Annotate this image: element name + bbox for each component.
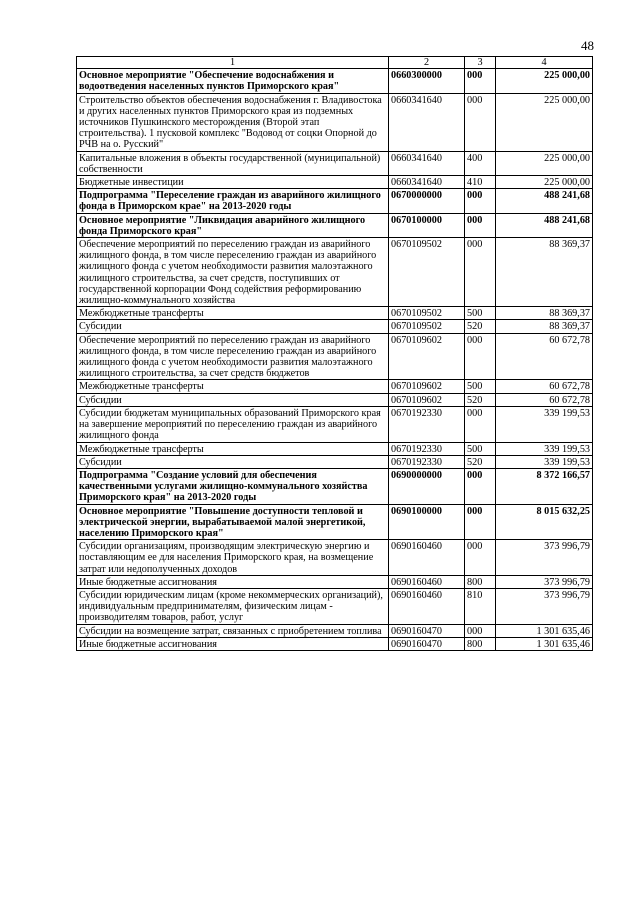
- row-type: 810: [465, 588, 496, 624]
- row-type: 000: [465, 189, 496, 213]
- row-code: 0660341640: [389, 151, 465, 175]
- row-amount: 60 672,78: [496, 333, 593, 380]
- row-amount: 1 301 635,46: [496, 637, 593, 650]
- row-amount: 225 000,00: [496, 93, 593, 151]
- row-name: Основное мероприятие "Ликвидация аварийного жилищного фонда Приморского края": [77, 213, 389, 237]
- row-name: Субсидии на возмещение затрат, связанных с приобретением топлива: [77, 624, 389, 637]
- table-row: [77, 213, 593, 237]
- row-code: 0690100000: [389, 504, 465, 540]
- row-amount: 8 015 632,25: [496, 504, 593, 540]
- row-type: 500: [465, 307, 496, 320]
- row-type: 520: [465, 455, 496, 468]
- row-amount: 225 000,00: [496, 151, 593, 175]
- row-amount: 88 369,37: [496, 307, 593, 320]
- row-amount: 339 199,53: [496, 455, 593, 468]
- row-name: Субсидии: [77, 393, 389, 406]
- row-name: Субсидии бюджетам муниципальных образований Приморского края на завершение мероприятий по переселению граждан из аварийного жилищного фонда: [77, 406, 389, 442]
- header-col-1: 1: [77, 57, 389, 69]
- row-type: 000: [465, 69, 496, 93]
- row-name: Межбюджетные трансферты: [77, 442, 389, 455]
- row-code: 0690160460: [389, 588, 465, 624]
- table-row: [77, 176, 593, 189]
- row-type: 520: [465, 393, 496, 406]
- row-name: Обеспечение мероприятий по переселению граждан из аварийного жилищного фонда, в том числе переселению граждан из аварийного жилищного фонда с учетом необходимости развития малоэтажного жилищного строительства, за счет средств бюджетов: [77, 333, 389, 380]
- row-name: Подпрограмма "Переселение граждан из аварийного жилищного фонда в Приморском крае" на 2013-2020 годы: [77, 189, 389, 213]
- row-code: 0670109502: [389, 307, 465, 320]
- row-code: 0690000000: [389, 468, 465, 504]
- row-amount: 488 241,68: [496, 189, 593, 213]
- row-type: 520: [465, 320, 496, 333]
- row-code: 0690160460: [389, 540, 465, 576]
- row-code: 0670109602: [389, 393, 465, 406]
- row-amount: 88 369,37: [496, 320, 593, 333]
- row-amount: 60 672,78: [496, 380, 593, 393]
- row-name: Субсидии юридическим лицам (кроме некоммерческих организаций), индивидуальным предпринимателям, физическим лицам - производителям товаров, работ, услуг: [77, 588, 389, 624]
- row-code: 0670109502: [389, 320, 465, 333]
- header-col-4: 4: [496, 57, 593, 69]
- row-amount: 60 672,78: [496, 393, 593, 406]
- table-row: [77, 540, 593, 576]
- row-code: 0660300000: [389, 69, 465, 93]
- table-row: [77, 69, 593, 93]
- table-row: [77, 588, 593, 624]
- table-row: [77, 468, 593, 504]
- row-amount: 373 996,79: [496, 575, 593, 588]
- row-name: Субсидии: [77, 455, 389, 468]
- table-row: [77, 393, 593, 406]
- row-type: 000: [465, 238, 496, 307]
- row-amount: 373 996,79: [496, 588, 593, 624]
- header-col-2: 2: [389, 57, 465, 69]
- table-row: [77, 406, 593, 442]
- row-code: 0670109602: [389, 380, 465, 393]
- row-name: Основное мероприятие "Обеспечение водоснабжения и водоотведения населенных пунктов Приморского края": [77, 69, 389, 93]
- row-type: 000: [465, 624, 496, 637]
- row-code: 0690160470: [389, 624, 465, 637]
- row-type: 400: [465, 151, 496, 175]
- table-row: [77, 624, 593, 637]
- budget-table: [76, 56, 593, 651]
- row-amount: 225 000,00: [496, 69, 593, 93]
- row-code: 0670192330: [389, 406, 465, 442]
- table-row: [77, 333, 593, 380]
- row-type: 000: [465, 93, 496, 151]
- table-row: [77, 307, 593, 320]
- row-type: 000: [465, 504, 496, 540]
- table-row: [77, 93, 593, 151]
- row-name: Основное мероприятие "Повышение доступности тепловой и электрической энергии, вырабатываемой малой энергетикой, населению Приморского края": [77, 504, 389, 540]
- table-row: [77, 320, 593, 333]
- header-col-3: 3: [465, 57, 496, 69]
- table-row: [77, 380, 593, 393]
- table-row: [77, 575, 593, 588]
- row-type: 000: [465, 468, 496, 504]
- row-amount: 88 369,37: [496, 238, 593, 307]
- table-row: [77, 504, 593, 540]
- row-name: Межбюджетные трансферты: [77, 380, 389, 393]
- row-code: 0660341640: [389, 93, 465, 151]
- row-name: Субсидии: [77, 320, 389, 333]
- row-name: Бюджетные инвестиции: [77, 176, 389, 189]
- row-amount: 339 199,53: [496, 442, 593, 455]
- row-amount: 339 199,53: [496, 406, 593, 442]
- row-type: 000: [465, 213, 496, 237]
- row-code: 0660341640: [389, 176, 465, 189]
- row-name: Иные бюджетные ассигнования: [77, 637, 389, 650]
- row-code: 0670000000: [389, 189, 465, 213]
- row-code: 0670192330: [389, 455, 465, 468]
- row-amount: 488 241,68: [496, 213, 593, 237]
- row-code: 0670192330: [389, 442, 465, 455]
- row-type: 000: [465, 333, 496, 380]
- row-name: Обеспечение мероприятий по переселению граждан из аварийного жилищного фонда, в том числе переселению граждан из аварийного жилищного фонда с учетом необходимости развития малоэтажного жилищного строительства, за счет средств, поступивших от государственной корпорации Фонд содействия реформированию жилищно-коммунального хозяйства: [77, 238, 389, 307]
- row-name: Капитальные вложения в объекты государственной (муниципальной) собственности: [77, 151, 389, 175]
- row-code: 0670100000: [389, 213, 465, 237]
- row-type: 410: [465, 176, 496, 189]
- row-type: 500: [465, 442, 496, 455]
- row-name: Подпрограмма "Создание условий для обеспечения качественными услугами жилищно-коммунального хозяйства Приморского края" на 2013-2020 годы: [77, 468, 389, 504]
- table-row: [77, 238, 593, 307]
- table-row: [77, 455, 593, 468]
- row-code: 0670109502: [389, 238, 465, 307]
- table-row: [77, 189, 593, 213]
- row-amount: 373 996,79: [496, 540, 593, 576]
- row-type: 000: [465, 540, 496, 576]
- row-code: 0690160470: [389, 637, 465, 650]
- row-name: Межбюджетные трансферты: [77, 307, 389, 320]
- table-row: [77, 637, 593, 650]
- row-code: 0690160460: [389, 575, 465, 588]
- table-body: [77, 69, 593, 651]
- table-header-row: [77, 57, 593, 69]
- row-name: Субсидии организациям, производящим электрическую энергию и поставляющим ее для населения Приморского края, на возмещение затрат или недополученных доходов: [77, 540, 389, 576]
- page-number: 48: [581, 38, 594, 53]
- row-code: 0670109602: [389, 333, 465, 380]
- row-amount: 1 301 635,46: [496, 624, 593, 637]
- row-type: 800: [465, 575, 496, 588]
- row-name: Иные бюджетные ассигнования: [77, 575, 389, 588]
- row-amount: 225 000,00: [496, 176, 593, 189]
- row-amount: 8 372 166,57: [496, 468, 593, 504]
- table-row: [77, 151, 593, 175]
- row-type: 800: [465, 637, 496, 650]
- row-type: 000: [465, 406, 496, 442]
- row-type: 500: [465, 380, 496, 393]
- row-name: Строительство объектов обеспечения водоснабжения г. Владивостока и других населенных пунктов Приморского края из подземных источников Пушкинского месторождения (Второй этап строительства). 1 пусковой комплекс "Водовод от соцки Опорной до РЧВ на о. Русский": [77, 93, 389, 151]
- table-row: [77, 442, 593, 455]
